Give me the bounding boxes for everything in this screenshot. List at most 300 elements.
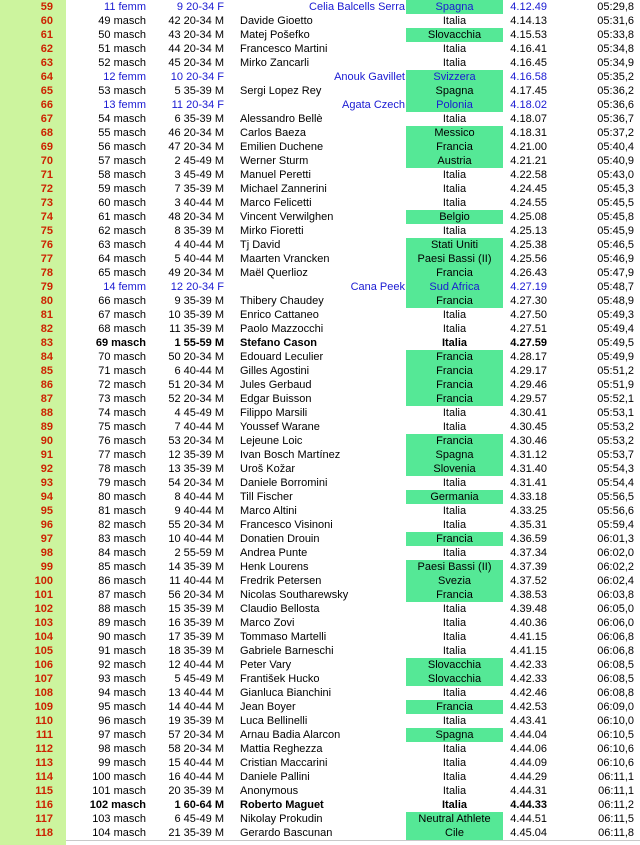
category-cell: 13 35-39 M: [168, 463, 224, 475]
country-cell: Italia: [442, 57, 467, 69]
name-cell: Uroš Kožar: [240, 463, 296, 475]
entry-cell: 65 masch: [98, 267, 146, 279]
time-cell: 4.40.36: [510, 617, 547, 629]
time-cell: 4.16.45: [510, 57, 547, 69]
result-row: [0, 602, 640, 616]
rank-cell: 91: [0, 448, 66, 462]
rank-cell: 63: [0, 56, 66, 70]
name-cell: Edouard Leculier: [240, 351, 324, 363]
name-cell: Daniele Borromini: [240, 477, 328, 489]
time-cell: 4.26.43: [510, 267, 547, 279]
country-cell: Italia: [441, 799, 468, 811]
country-cell: Italia: [442, 407, 467, 419]
category-cell: 9 35-39 M: [174, 295, 224, 307]
pace-cell: 05:31,6: [597, 15, 634, 27]
time-cell: 4.44.51: [510, 813, 547, 825]
result-row: [0, 560, 640, 574]
rank-cell: 85: [0, 364, 66, 378]
result-row: [0, 182, 640, 196]
name-cell: Claudio Bellosta: [240, 603, 320, 615]
name-cell: Ivan Bosch Martínez: [240, 449, 341, 461]
result-row: [0, 84, 640, 98]
name-cell: Mirko Fioretti: [240, 225, 304, 237]
pace-cell: 06:06,8: [597, 645, 634, 657]
result-row: [0, 672, 640, 686]
entry-cell: 103 masch: [92, 813, 146, 825]
pace-cell: 05:29,8: [597, 1, 634, 13]
category-cell: 8 40-44 M: [174, 491, 224, 503]
rank-cell: 115: [0, 784, 66, 798]
country-cell: Italia: [442, 757, 467, 769]
category-cell: 11 20-34 F: [171, 99, 224, 111]
rank-cell: 89: [0, 420, 66, 434]
category-cell: 2 55-59 M: [174, 547, 224, 559]
pace-cell: 05:52,1: [597, 393, 634, 405]
pace-cell: 06:02,2: [597, 561, 634, 573]
result-row: [0, 224, 640, 238]
rank-cell: 98: [0, 546, 66, 560]
category-cell: 16 40-44 M: [168, 771, 224, 783]
rank-cell: 64: [0, 70, 66, 84]
entry-cell: 93 masch: [98, 673, 146, 685]
country-cell: Paesi Bassi (II): [406, 252, 503, 266]
country-cell: Messico: [406, 126, 503, 140]
pace-cell: 05:34,9: [597, 57, 634, 69]
result-row: [0, 700, 640, 714]
category-cell: 54 20-34 M: [168, 477, 224, 489]
pace-cell: 05:51,2: [597, 365, 634, 377]
entry-cell: 63 masch: [98, 239, 146, 251]
entry-cell: 69 masch: [95, 337, 146, 349]
category-cell: 6 45-49 M: [174, 813, 224, 825]
entry-cell: 91 masch: [98, 645, 146, 657]
category-cell: 43 20-34 M: [168, 29, 224, 41]
category-cell: 1 55-59 M: [174, 337, 224, 349]
country-cell: Paesi Bassi (II): [406, 560, 503, 574]
result-row: [0, 294, 640, 308]
time-cell: 4.18.31: [510, 127, 547, 139]
pace-cell: 06:11,2: [598, 799, 634, 811]
country-cell: Francia: [406, 140, 503, 154]
result-row: [0, 658, 640, 672]
result-row: [0, 588, 640, 602]
time-cell: 4.15.53: [510, 29, 547, 41]
name-cell: Davide Gioetto: [240, 15, 313, 27]
result-row: [0, 504, 640, 518]
result-row: [0, 630, 640, 644]
country-cell: Germania: [406, 490, 503, 504]
pace-cell: 05:40,4: [597, 141, 634, 153]
name-cell: Donatien Drouin: [240, 533, 320, 545]
name-cell: Michael Zannerini: [240, 183, 327, 195]
entry-cell: 85 masch: [98, 561, 146, 573]
name-cell: Alessandro Bellè: [240, 113, 323, 125]
result-row: [0, 196, 640, 210]
pace-cell: 05:53,7: [597, 449, 634, 461]
rank-cell: 71: [0, 168, 66, 182]
country-cell: Svizzera: [406, 70, 503, 84]
rank-cell: 103: [0, 616, 66, 630]
name-cell: Sergi Lopez Rey: [240, 85, 322, 97]
pace-cell: 06:11,5: [598, 813, 634, 825]
entry-cell: 68 masch: [98, 323, 146, 335]
pace-cell: 05:35,2: [597, 71, 634, 83]
result-row: [0, 126, 640, 140]
name-cell: Andrea Punte: [240, 547, 308, 559]
rank-cell: 92: [0, 462, 66, 476]
result-row: [0, 210, 640, 224]
category-cell: 51 20-34 M: [168, 379, 224, 391]
time-cell: 4.37.52: [510, 575, 547, 587]
result-row: [0, 728, 640, 742]
category-cell: 1 60-64 M: [174, 799, 224, 811]
rank-cell: 60: [0, 14, 66, 28]
time-cell: 4.41.15: [510, 631, 547, 643]
category-cell: 45 20-34 M: [168, 57, 224, 69]
category-cell: 5 45-49 M: [174, 673, 224, 685]
category-cell: 12 40-44 M: [168, 659, 224, 671]
time-cell: 4.30.41: [510, 407, 547, 419]
name-cell: Thibery Chaudey: [240, 295, 324, 307]
country-cell: Spagna: [406, 728, 503, 742]
name-cell: Anonymous: [240, 785, 299, 797]
pace-cell: 05:54,3: [597, 463, 634, 475]
result-row: [0, 392, 640, 406]
result-row: [0, 826, 640, 840]
country-cell: Francia: [406, 588, 503, 602]
pace-cell: 06:10,6: [597, 743, 634, 755]
entry-cell: 49 masch: [98, 15, 146, 27]
rank-cell: 79: [0, 280, 66, 294]
entry-cell: 76 masch: [98, 435, 146, 447]
country-cell: Stati Uniti: [406, 238, 503, 252]
country-cell: Italia: [442, 169, 467, 181]
time-cell: 4.27.51: [510, 323, 547, 335]
result-row: [0, 280, 640, 294]
category-cell: 6 40-44 M: [174, 365, 224, 377]
entry-cell: 82 masch: [98, 519, 146, 531]
rank-cell: 84: [0, 350, 66, 364]
name-cell: Stefano Cason: [240, 337, 318, 349]
entry-cell: 52 masch: [98, 57, 146, 69]
name-cell: Manuel Peretti: [240, 169, 311, 181]
category-cell: 4 45-49 M: [174, 407, 224, 419]
name-cell: Vincent Verwilghen: [240, 211, 334, 223]
table-bottom-border: [66, 840, 640, 841]
category-cell: 10 40-44 M: [168, 533, 224, 545]
category-cell: 14 35-39 M: [168, 561, 224, 573]
result-row: [0, 532, 640, 546]
time-cell: 4.17.45: [510, 85, 547, 97]
pace-cell: 06:09,0: [597, 701, 634, 713]
country-cell: Italia: [442, 631, 467, 643]
country-cell: Slovenia: [406, 462, 503, 476]
result-row: [0, 742, 640, 756]
pace-cell: 05:47,9: [597, 267, 634, 279]
pace-cell: 06:03,8: [597, 589, 634, 601]
pace-cell: 05:51,9: [597, 379, 634, 391]
entry-cell: 101 masch: [92, 785, 146, 797]
category-cell: 6 35-39 M: [174, 113, 224, 125]
time-cell: 4.27.19: [510, 281, 547, 293]
country-cell: Italia: [442, 519, 467, 531]
pace-cell: 05:49,5: [597, 337, 634, 349]
country-cell: Italia: [442, 547, 467, 559]
entry-cell: 66 masch: [98, 295, 146, 307]
rank-cell: 73: [0, 196, 66, 210]
entry-cell: 51 masch: [98, 43, 146, 55]
time-cell: 4.42.53: [510, 701, 547, 713]
result-row: [0, 812, 640, 826]
result-row: [0, 98, 640, 112]
entry-cell: 96 masch: [98, 715, 146, 727]
entry-cell: 102 masch: [89, 799, 146, 811]
time-cell: 4.33.18: [510, 491, 547, 503]
entry-cell: 98 masch: [98, 743, 146, 755]
pace-cell: 06:06,8: [597, 631, 634, 643]
name-cell: Peter Vary: [240, 659, 292, 671]
category-cell: 12 35-39 M: [168, 449, 224, 461]
rank-cell: 81: [0, 308, 66, 322]
country-cell: Spagna: [406, 84, 503, 98]
rank-cell: 82: [0, 322, 66, 336]
country-cell: Italia: [442, 771, 467, 783]
result-row: [0, 238, 640, 252]
rank-cell: 76: [0, 238, 66, 252]
entry-cell: 11 femm: [104, 1, 146, 13]
time-cell: 4.25.56: [510, 253, 547, 265]
name-cell: Matej Pošefko: [240, 29, 310, 41]
result-row: [0, 770, 640, 784]
category-cell: 42 20-34 M: [168, 15, 224, 27]
rank-cell: 97: [0, 532, 66, 546]
country-cell: Slovacchia: [406, 672, 503, 686]
category-cell: 11 35-39 M: [169, 323, 224, 335]
result-row: [0, 56, 640, 70]
rank-cell: 62: [0, 42, 66, 56]
name-cell: Fredrik Petersen: [240, 575, 322, 587]
name-cell: Marco Altini: [240, 505, 297, 517]
category-cell: 14 40-44 M: [168, 701, 224, 713]
category-cell: 11 40-44 M: [169, 575, 224, 587]
pace-cell: 05:46,9: [597, 253, 634, 265]
result-row: [0, 70, 640, 84]
rank-cell: 114: [0, 770, 66, 784]
country-cell: Italia: [442, 15, 467, 27]
country-cell: Italia: [442, 785, 467, 797]
pace-cell: 06:08,5: [597, 659, 634, 671]
category-cell: 7 40-44 M: [174, 421, 224, 433]
country-cell: Francia: [406, 378, 503, 392]
country-cell: Italia: [442, 645, 467, 657]
country-cell: Italia: [442, 505, 467, 517]
pace-cell: 06:10,6: [597, 757, 634, 769]
result-row: [0, 686, 640, 700]
rank-cell: 88: [0, 406, 66, 420]
country-cell: Italia: [442, 603, 467, 615]
result-row: [0, 322, 640, 336]
name-cell: Arnau Badia Alarcon: [240, 729, 341, 741]
time-cell: 4.25.08: [510, 211, 547, 223]
pace-cell: 06:02,0: [597, 547, 634, 559]
pace-cell: 06:11,1: [598, 785, 634, 797]
time-cell: 4.35.31: [510, 519, 547, 531]
name-cell: Emilien Duchene: [240, 141, 324, 153]
entry-cell: 86 masch: [98, 575, 146, 587]
name-cell: Marco Zovi: [240, 617, 295, 629]
time-cell: 4.44.31: [510, 785, 547, 797]
rank-cell: 77: [0, 252, 66, 266]
entry-cell: 83 masch: [98, 533, 146, 545]
result-row: [0, 364, 640, 378]
name-cell: Francesco Martini: [240, 43, 328, 55]
category-cell: 19 35-39 M: [168, 715, 224, 727]
rank-cell: 90: [0, 434, 66, 448]
time-cell: 4.12.49: [510, 1, 547, 13]
name-cell: Marco Felicetti: [240, 197, 312, 209]
result-row: [0, 406, 640, 420]
pace-cell: 05:36,7: [597, 113, 634, 125]
category-cell: 15 35-39 M: [168, 603, 224, 615]
country-cell: Spagna: [406, 448, 503, 462]
category-cell: 58 20-34 M: [168, 743, 224, 755]
result-row: [0, 378, 640, 392]
rank-cell: 113: [0, 756, 66, 770]
rank-cell: 117: [0, 812, 66, 826]
rank-cell: 100: [0, 574, 66, 588]
country-cell: Italia: [442, 225, 467, 237]
entry-cell: 92 masch: [98, 659, 146, 671]
time-cell: 4.44.33: [510, 799, 547, 811]
name-cell: Tommaso Martelli: [240, 631, 327, 643]
category-cell: 3 40-44 M: [174, 197, 224, 209]
category-cell: 12 20-34 F: [170, 281, 224, 293]
category-cell: 57 20-34 M: [168, 729, 224, 741]
entry-cell: 56 masch: [98, 141, 146, 153]
country-cell: Cile: [406, 826, 503, 840]
country-cell: Francia: [406, 266, 503, 280]
entry-cell: 80 masch: [98, 491, 146, 503]
category-cell: 3 45-49 M: [174, 169, 224, 181]
time-cell: 4.21.21: [510, 155, 547, 167]
entry-cell: 88 masch: [98, 603, 146, 615]
rank-cell: 102: [0, 602, 66, 616]
result-row: [0, 574, 640, 588]
time-cell: 4.25.38: [510, 239, 547, 251]
country-cell: Sud Africa: [406, 280, 503, 294]
name-cell: Maël Querlioz: [240, 267, 308, 279]
rank-cell: 69: [0, 140, 66, 154]
category-cell: 9 20-34 F: [176, 1, 224, 13]
result-row: [0, 0, 640, 14]
name-cell: Paolo Mazzocchi: [240, 323, 324, 335]
category-cell: 13 40-44 M: [168, 687, 224, 699]
time-cell: 4.38.53: [510, 589, 547, 601]
time-cell: 4.44.04: [510, 729, 547, 741]
rank-cell: 108: [0, 686, 66, 700]
rank-cell: 87: [0, 392, 66, 406]
country-cell: Francia: [406, 434, 503, 448]
entry-cell: 58 masch: [98, 169, 146, 181]
name-cell: František Hucko: [240, 673, 320, 685]
rank-cell: 94: [0, 490, 66, 504]
country-cell: Italia: [442, 687, 467, 699]
pace-cell: 05:49,9: [597, 351, 634, 363]
country-cell: Belgio: [406, 210, 503, 224]
pace-cell: 05:36,6: [597, 99, 634, 111]
name-cell: Edgar Buisson: [240, 393, 312, 405]
entry-cell: 54 masch: [98, 113, 146, 125]
country-cell: Francia: [406, 350, 503, 364]
rank-cell: 74: [0, 210, 66, 224]
rank-cell: 96: [0, 518, 66, 532]
country-cell: Italia: [442, 43, 467, 55]
time-cell: 4.44.29: [510, 771, 547, 783]
rank-cell: 118: [0, 826, 66, 840]
entry-cell: 74 masch: [98, 407, 146, 419]
time-cell: 4.39.48: [510, 603, 547, 615]
time-cell: 4.16.58: [510, 71, 547, 83]
entry-cell: 95 masch: [98, 701, 146, 713]
name-cell: Lejeune Loic: [240, 435, 303, 447]
entry-cell: 97 masch: [98, 729, 146, 741]
country-cell: Italia: [442, 323, 467, 335]
name-cell: Carlos Baeza: [240, 127, 307, 139]
time-cell: 4.29.57: [510, 393, 547, 405]
name-cell: Daniele Pallini: [240, 771, 310, 783]
country-cell: Slovacchia: [406, 28, 503, 42]
name-cell: Cana Peek: [350, 281, 405, 293]
country-cell: Francia: [406, 532, 503, 546]
entry-cell: 77 masch: [98, 449, 146, 461]
country-cell: Spagna: [406, 0, 503, 14]
entry-cell: 12 femm: [103, 71, 146, 83]
time-cell: 4.29.17: [510, 365, 547, 377]
entry-cell: 72 masch: [98, 379, 146, 391]
rank-cell: 78: [0, 266, 66, 280]
name-cell: Jean Boyer: [240, 701, 296, 713]
category-cell: 15 40-44 M: [168, 757, 224, 769]
category-cell: 5 40-44 M: [174, 253, 224, 265]
country-cell: Francia: [406, 364, 503, 378]
result-row: [0, 42, 640, 56]
result-row: [0, 308, 640, 322]
pace-cell: 05:45,9: [597, 225, 634, 237]
pace-cell: 05:53,2: [597, 435, 634, 447]
name-cell: Cristian Maccarini: [240, 757, 328, 769]
country-cell: Italia: [442, 743, 467, 755]
category-cell: 46 20-34 M: [168, 127, 224, 139]
pace-cell: 06:01,3: [597, 533, 634, 545]
pace-cell: 05:53,2: [597, 421, 634, 433]
pace-cell: 06:10,5: [597, 729, 634, 741]
name-cell: Nikolay Prokudin: [240, 813, 323, 825]
result-row: [0, 462, 640, 476]
time-cell: 4.44.06: [510, 743, 547, 755]
result-row: [0, 490, 640, 504]
entry-cell: 100 masch: [92, 771, 146, 783]
time-cell: 4.37.39: [510, 561, 547, 573]
result-row: [0, 336, 640, 350]
result-row: [0, 714, 640, 728]
entry-cell: 62 masch: [98, 225, 146, 237]
name-cell: Celia Balcells Serra: [309, 1, 405, 13]
entry-cell: 64 masch: [98, 253, 146, 265]
time-cell: 4.27.30: [510, 295, 547, 307]
category-cell: 10 35-39 M: [168, 309, 224, 321]
category-cell: 7 35-39 M: [174, 183, 224, 195]
pace-cell: 05:49,3: [597, 309, 634, 321]
